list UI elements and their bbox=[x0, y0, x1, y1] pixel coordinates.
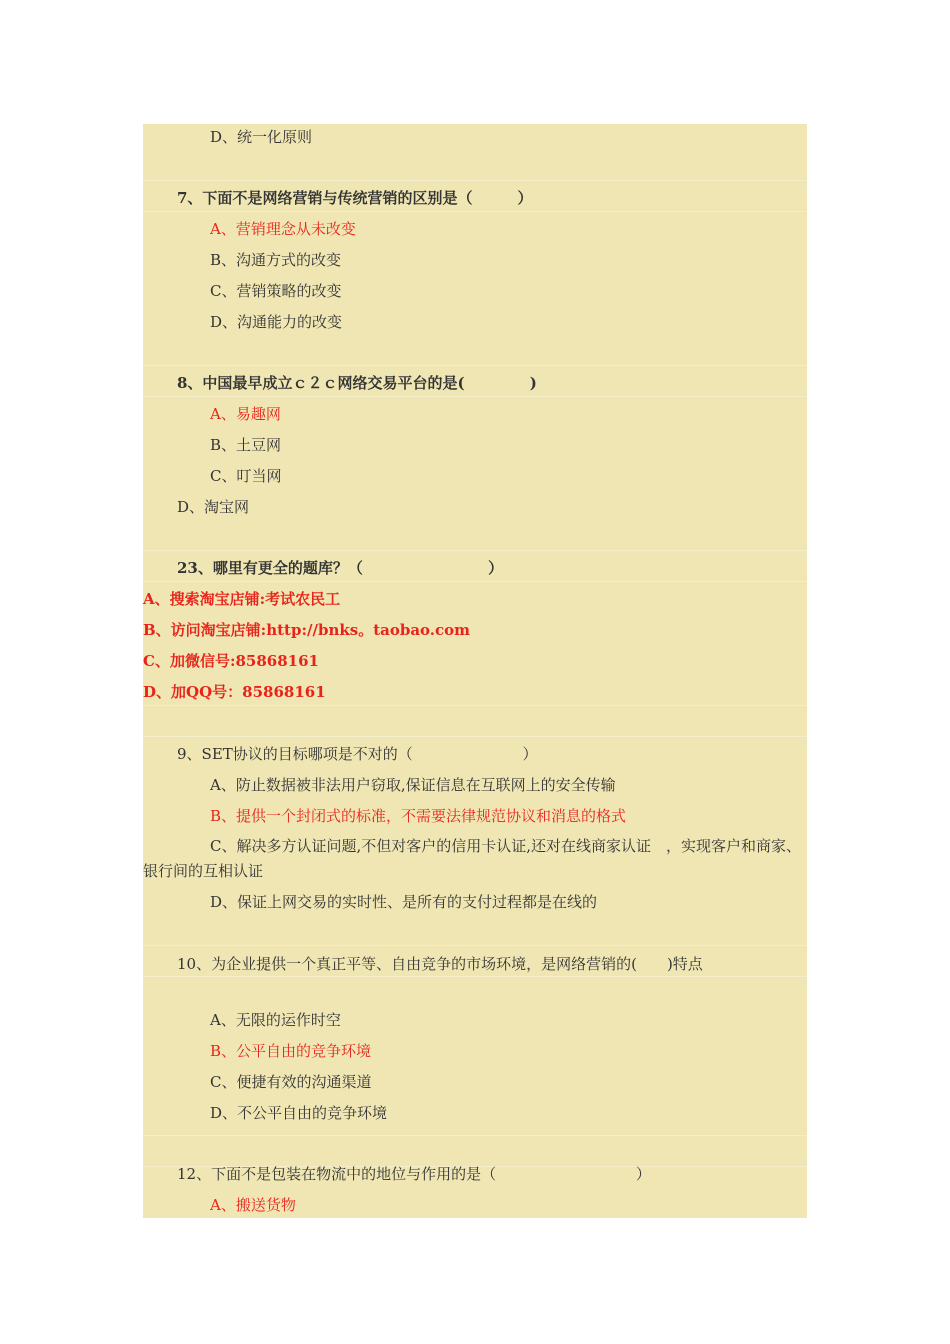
q7-option-d: D、沟通能力的改变 bbox=[210, 313, 343, 331]
q9-option-d: D、保证上网交易的实时性、是所有的支付过程都是在线的 bbox=[210, 893, 598, 911]
q23-option-d: D、加QQ号：85868161 bbox=[143, 683, 326, 701]
q9-option-b: B、提供一个封闭式的标准，不需要法律规范协议和消息的格式 bbox=[210, 807, 627, 825]
row-divider bbox=[143, 705, 807, 706]
q6-option-d: D、统一化原则 bbox=[210, 128, 313, 146]
q10-option-c: C、便捷有效的沟通渠道 bbox=[210, 1073, 372, 1091]
q10-option-b: B、公平自由的竞争环境 bbox=[210, 1042, 372, 1060]
document-panel bbox=[143, 124, 807, 1218]
q8-question: 8、中国最早成立ｃ２ｃ网络交易平台的是( ) bbox=[177, 374, 537, 392]
row-divider bbox=[143, 180, 807, 181]
row-divider bbox=[143, 736, 807, 737]
q9-option-a: A、防止数据被非法用户窃取,保证信息在互联网上的安全传输 bbox=[210, 776, 616, 794]
q10-question: 10、为企业提供一个真正平等、自由竞争的市场环境，是网络营销的( )特点 bbox=[177, 955, 703, 973]
q10-option-d: D、不公平自由的竞争环境 bbox=[210, 1104, 388, 1122]
q12-question: 12、下面不是包装在物流中的地位与作用的是（ ） bbox=[177, 1165, 651, 1183]
row-divider bbox=[143, 550, 807, 551]
row-divider bbox=[143, 945, 807, 946]
q23-question: 23、哪里有更全的题库？（ ） bbox=[177, 559, 504, 577]
q9-option-c: C、解决多方认证问题,不但对客户的信用卡认证,还对在线商家认证 ，实现客户和商家、银行间的互相认证 bbox=[143, 837, 802, 880]
q8-option-c: C、叮当网 bbox=[210, 467, 282, 485]
q7-option-c: C、营销策略的改变 bbox=[210, 282, 342, 300]
q7-option-a: A、营销理念从未改变 bbox=[210, 220, 356, 238]
q23-option-c: C、加微信号:85868161 bbox=[143, 652, 319, 670]
q23-option-b: B、访问淘宝店铺:http://bnks。taobao.com bbox=[143, 621, 471, 639]
q9-question: 9、SET协议的目标哪项是不对的（ ） bbox=[177, 745, 538, 763]
q7-question: 7、下面不是网络营销与传统营销的区别是（ ） bbox=[177, 189, 533, 207]
q8-option-b: B、土豆网 bbox=[210, 436, 282, 454]
row-divider bbox=[143, 396, 807, 397]
q8-option-d: D、淘宝网 bbox=[177, 498, 250, 516]
q8-option-a: A、易趣网 bbox=[210, 405, 281, 423]
row-divider bbox=[143, 1135, 807, 1136]
row-divider bbox=[143, 211, 807, 212]
row-divider bbox=[143, 365, 807, 366]
q7-option-b: B、沟通方式的改变 bbox=[210, 251, 342, 269]
q12-option-a: A、搬送货物 bbox=[210, 1196, 296, 1214]
q10-option-a: A、无限的运作时空 bbox=[210, 1011, 341, 1029]
q23-option-a: A、搜索淘宝店铺:考试农民工 bbox=[143, 590, 341, 608]
row-divider bbox=[143, 581, 807, 582]
